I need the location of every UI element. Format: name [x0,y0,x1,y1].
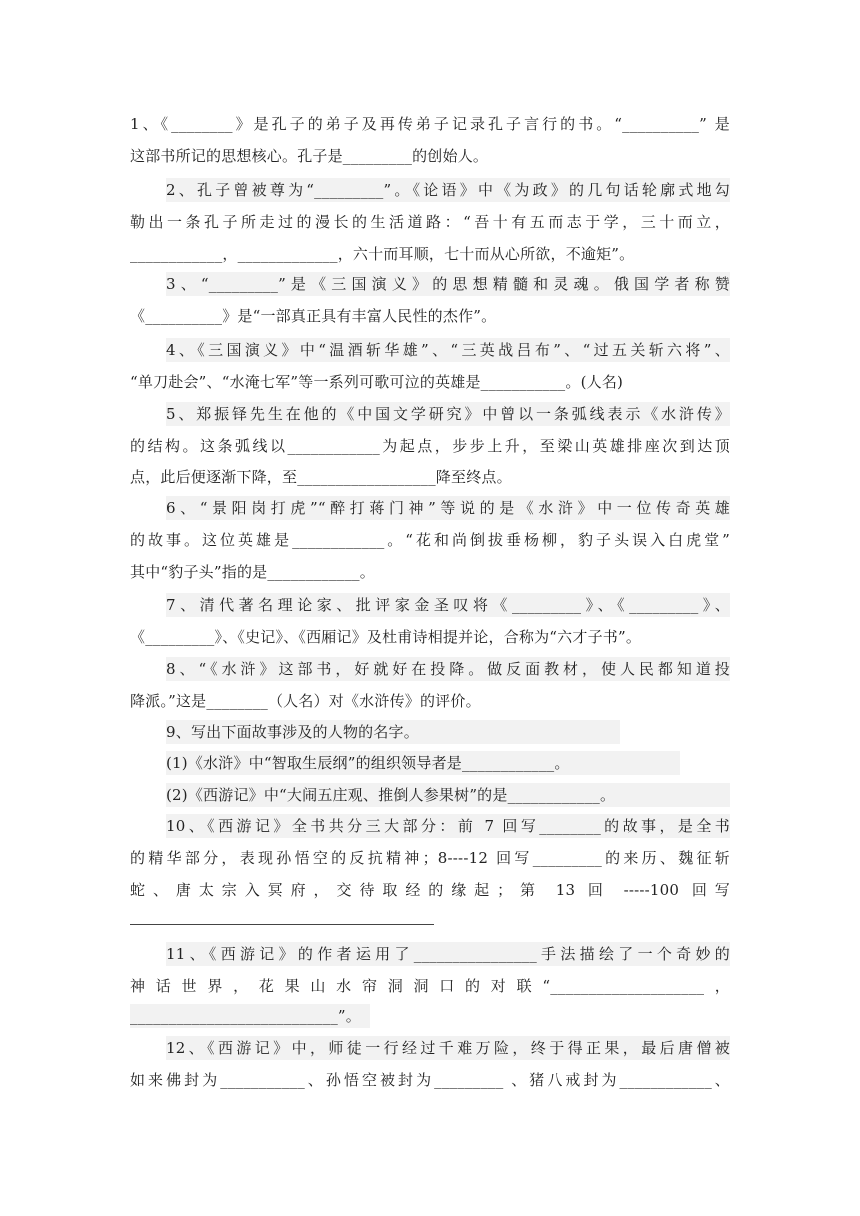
question-9-item-1: (1)《水浒》中“智取生辰纲”的组织领导者是____________。 [166,751,680,775]
question-6-line-1: 6、“景阳岗打虎”“醉打蒋门神”等说的是《水浒》中一位传奇英雄 [166,496,730,520]
question-8-line-1: 8、“《水浒》这部书，好就好在投降。做反面教材，使人民都知道投 [166,657,730,681]
question-11-line-1: 11、《西游记》的作者运用了________________手法描绘了一个奇妙的 [166,942,730,966]
question-8-line-2: 降派。”这是________（人名）对《水浒传》的评价。 [130,692,481,710]
question-2-line-2: 勒出一条孔子所走过的漫长的生活道路：“吾十有五而志于学，三十而立， [130,213,730,231]
question-9-line: 9、写出下面故事涉及的人物的名字。 [166,720,620,744]
question-11-line-2: 神话世界，花果山水帘洞洞口的对联“____________________， [130,977,730,995]
question-6-line-3: 其中“豹子头”指的是____________。 [130,563,375,581]
question-10-line-3: 蛇、唐太宗入冥府，交待取经的缘起；第 13 回 -----100 回写 [130,881,730,899]
question-6-line-2: 的故事。这位英雄是____________。“花和尚倒拔垂杨柳，豹子头误入白虎堂” [130,531,730,549]
question-5-line-1: 5、郑振铎先生在他的《中国文学研究》中曾以一条弧线表示《水浒传》 [166,402,730,426]
question-1-line-1: 1、《________》是孔子的弟子及再传弟子记录孔子言行的书。“__________” 是 [130,115,730,133]
question-11-line-3: ___________________________”。 [130,1004,370,1028]
question-5-line-2: 的结构。这条弧线以____________为起点，步步上升，至梁山英雄排座次到达顶 [130,437,730,455]
question-3-line-2: 《__________》是“一部真正具有丰富人民性的杰作”。 [130,307,497,325]
question-1-line-2: 这部书所记的思想核心。孔子是_________的创始人。 [130,147,489,165]
question-9-item-2: (2)《西游记》中“大闹五庄观、推倒人参果树”的是____________。 [166,783,730,807]
question-7-line-1: 7、清代著名理论家、批评家金圣叹将《_________》、《_________》、 [166,593,730,617]
question-2-line-3: ____________，_____________，六十而耳顺，七十而从心所欲，不逾矩”。 [130,245,635,263]
question-4-line-1: 4、《三国演义》中“温酒斩华雄”、“三英战吕布”、“过五关斩六将”、 [166,338,730,362]
question-10-line-2: 的精华部分，表现孙悟空的反抗精神；8----12 回写_________的来历、魏征斩 [130,849,730,867]
question-12-line-1: 12、《西游记》中，师徒一行经过千难万险，终于得正果，最后唐僧被 [166,1036,730,1060]
question-7-line-2: 《_________》、《史记》、《西厢记》及杜甫诗相提并论，合称为“六才子书”。 [130,628,642,646]
question-2-line-1: 2、孔子曾被尊为“_________”。《论语》中《为政》的几句话轮廓式地勾 [166,178,730,202]
question-10-line-1: 10、《西游记》全书共分三大部分：前 7 回写________的故事，是全书 [166,814,730,838]
question-12-line-2: 如来佛封为___________、孙悟空被封为_________ 、猪八戒封为____________、 [130,1071,730,1089]
question-5-line-3: 点，此后便逐渐下降，至__________________降至终点。 [130,468,512,486]
answer-blank-line [130,924,434,925]
question-3-line-1: 3、“_________”是《三国演义》的思想精髓和灵魂。俄国学者称赞 [166,272,730,296]
question-4-line-2: “单刀赴会”、“水淹七军”等一系列可歌可泣的英雄是___________。(人名) [130,373,624,391]
